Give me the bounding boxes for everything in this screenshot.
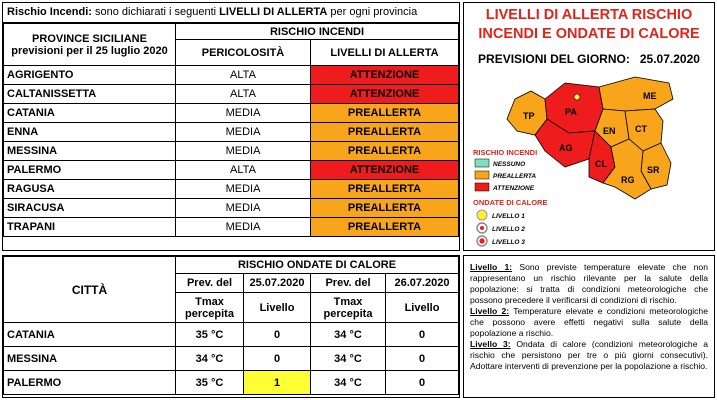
- heat-table-row: [4, 371, 459, 395]
- danger-value: MEDIA: [176, 199, 311, 218]
- fire-header-bold: LIVELLI DI ALLERTA: [219, 6, 328, 18]
- map-label-ag: AG: [559, 143, 573, 153]
- legend-level2-dot-icon: [480, 226, 484, 230]
- legend-preallerta-swatch-icon: [475, 171, 489, 179]
- tmax-value-1: 35 °C: [176, 323, 244, 347]
- alert-level-value: PREALLERTA: [311, 199, 459, 218]
- fire-table-row: [4, 199, 459, 218]
- legend-level2-desc: Temperature elevate e condizioni meteorologiche che possono avere effetti negativi sulla salute della popolazione a rischio.: [470, 306, 708, 338]
- heat-risk-table: [3, 256, 459, 395]
- map-title-line2: INCENDI E ONDATE DI CALORE: [478, 26, 700, 42]
- map-label-ct: CT: [635, 124, 647, 134]
- legend-level2-label: LIVELLO 2: [492, 226, 525, 233]
- legend-nessuno-label: NESSUNO: [493, 161, 526, 168]
- date-1: 25.07.2020: [244, 274, 311, 293]
- alert-level-value: ATTENZIONE: [311, 66, 459, 85]
- heat-level-legend: [463, 255, 715, 398]
- legend-level1-icon: [477, 210, 487, 220]
- fire-risk-header: [3, 3, 459, 23]
- legend-level3-desc: Ondata di calore (condizioni meteorologiche a rischio che persistono per tre o più giorni consecutivi). Adottare interventi di prevenzione per la popolazione a rischio.: [470, 339, 708, 371]
- legend-level3-dot-icon: [479, 238, 485, 244]
- fire-header-prefix: Rischio Incendi:: [7, 6, 92, 18]
- map-label-sr: SR: [647, 165, 660, 175]
- fire-table-row: [4, 66, 459, 85]
- heat-level-value-1: 0: [244, 347, 311, 371]
- alert-level-value: ATTENZIONE: [311, 161, 459, 180]
- province-me: [599, 77, 673, 111]
- legend-level2-text: [470, 306, 708, 339]
- province-name: MESSINA: [4, 142, 176, 161]
- prev-label-2: Prev. del: [311, 274, 386, 293]
- fire-table-row: [4, 142, 459, 161]
- fire-table-row: [4, 161, 459, 180]
- tmax-value-2: 34 °C: [311, 323, 386, 347]
- heat-risk-panel: [2, 255, 460, 398]
- heat-level-value-1: 0: [244, 323, 311, 347]
- heat-table-row: [4, 323, 459, 347]
- alert-level-value: ATTENZIONE: [311, 85, 459, 104]
- map-title: [464, 3, 714, 44]
- col-fire-group-header: RISCHIO INCENDI: [176, 24, 459, 40]
- date-2: 26.07.2020: [386, 274, 459, 293]
- forecast-date-value: 25.07.2020: [639, 52, 700, 66]
- fire-table-row: [4, 123, 459, 142]
- danger-value: ALTA: [176, 85, 311, 104]
- map-label-en: EN: [603, 126, 616, 136]
- heat-table-row: [4, 347, 459, 371]
- tmax-header-2: Tmax percepita: [311, 293, 386, 323]
- heat-level-value-1: 1: [244, 371, 311, 395]
- province-name: SIRACUSA: [4, 199, 176, 218]
- map-panel: [463, 2, 715, 251]
- alert-level-value: PREALLERTA: [311, 123, 459, 142]
- legend-heat-title: ONDATE DI CALORE: [473, 198, 548, 207]
- tmax-value-1: 35 °C: [176, 371, 244, 395]
- province-name: ENNA: [4, 123, 176, 142]
- danger-value: MEDIA: [176, 104, 311, 123]
- prev-label-1: Prev. del: [176, 274, 244, 293]
- legend-level1-text: [470, 262, 708, 306]
- col-city-header: CITTÀ: [4, 257, 176, 323]
- danger-value: MEDIA: [176, 180, 311, 199]
- fire-header-mid: sono dichiarati i seguenti: [91, 6, 220, 18]
- fire-table-row: [4, 104, 459, 123]
- city-name: MESSINA: [4, 347, 176, 371]
- fire-table-row: [4, 85, 459, 104]
- legend-level2-label-text: Livello 2:: [470, 306, 510, 316]
- danger-value: ALTA: [176, 66, 311, 85]
- legend-attenzione-swatch-icon: [475, 183, 489, 191]
- col-province-header: PROVINCE SICILIANE previsioni per il 25 luglio 2020: [4, 24, 176, 66]
- level-header-2: Livello: [386, 293, 459, 323]
- palermo-heat-dot-icon: [574, 94, 580, 100]
- legend-fire-title: RISCHIO INCENDI: [473, 148, 538, 157]
- legend-level1-label-text: Livello 1:: [470, 262, 513, 272]
- fire-risk-panel: [2, 2, 460, 251]
- level-header-1: Livello: [244, 293, 311, 323]
- province-name: TRAPANI: [4, 218, 176, 237]
- col-level-header: LIVELLI DI ALLERTA: [311, 40, 459, 66]
- danger-value: MEDIA: [176, 123, 311, 142]
- map-label-rg: RG: [621, 175, 635, 185]
- tmax-value-2: 34 °C: [311, 371, 386, 395]
- alert-level-value: PREALLERTA: [311, 142, 459, 161]
- fire-header-suffix: per ogni provincia: [327, 6, 418, 18]
- legend-nessuno-swatch-icon: [475, 159, 489, 167]
- province-name: CATANIA: [4, 104, 176, 123]
- fire-table-row: [4, 180, 459, 199]
- fire-table-row: [4, 218, 459, 237]
- tmax-value-1: 34 °C: [176, 347, 244, 371]
- legend-attenzione-label: ATTENZIONE: [493, 185, 535, 192]
- heat-group-header: RISCHIO ONDATE DI CALORE: [176, 257, 459, 274]
- map-label-cl: CL: [595, 159, 607, 169]
- heat-level-value-2: 0: [386, 347, 459, 371]
- legend-level1-label: LIVELLO 1: [492, 213, 525, 220]
- danger-value: MEDIA: [176, 142, 311, 161]
- sicily-map: [465, 59, 713, 249]
- map-label-tp: TP: [523, 111, 535, 121]
- alert-level-value: PREALLERTA: [311, 218, 459, 237]
- legend-level3-label: LIVELLO 3: [492, 239, 525, 246]
- province-name: AGRIGENTO: [4, 66, 176, 85]
- danger-value: ALTA: [176, 161, 311, 180]
- alert-level-value: PREALLERTA: [311, 104, 459, 123]
- city-name: PALERMO: [4, 371, 176, 395]
- tmax-header-1: Tmax percepita: [176, 293, 244, 323]
- province-name: RAGUSA: [4, 180, 176, 199]
- legend-level3-text: [470, 339, 708, 372]
- heat-level-value-2: 0: [386, 371, 459, 395]
- map-label-me: ME: [643, 91, 657, 101]
- province-name: CALTANISSETTA: [4, 85, 176, 104]
- alert-level-value: PREALLERTA: [311, 180, 459, 199]
- map-label-pa: PA: [565, 107, 577, 117]
- tmax-value-2: 34 °C: [311, 347, 386, 371]
- map-title-line1: LIVELLI DI ALLERTA RISCHIO: [485, 7, 693, 23]
- fire-risk-table: [3, 23, 459, 237]
- province-name: PALERMO: [4, 161, 176, 180]
- col-danger-header: PERICOLOSITÀ: [176, 40, 311, 66]
- legend-level1-desc: Sono previste temperature elevate che non rappresentano un rischio rilevante per la salute della popolazione: si tratta di condizioni meteorologiche che possono precedere il verificarsi di condizioni di rischio.: [470, 262, 708, 305]
- heat-level-value-2: 0: [386, 323, 459, 347]
- danger-value: MEDIA: [176, 218, 311, 237]
- forecast-date-label: PREVISIONI DEL GIORNO:: [478, 52, 630, 66]
- city-name: CATANIA: [4, 323, 176, 347]
- legend-preallerta-label: PREALLERTA: [493, 173, 537, 180]
- legend-level3-label-text: Livello 3:: [470, 339, 511, 349]
